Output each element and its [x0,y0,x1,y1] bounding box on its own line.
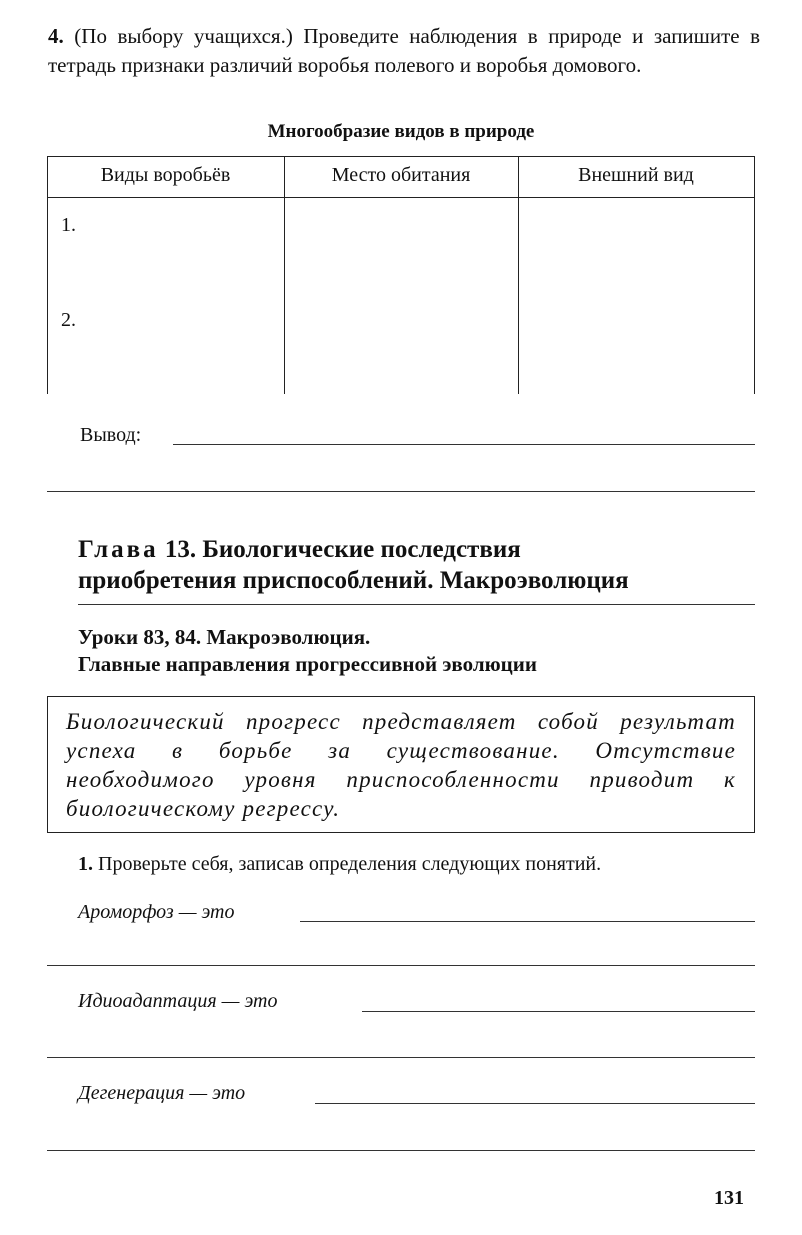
task-4-text: (По выбору учащихся.) Проведите наблюдения в природе и запишите в тетрадь признаки различий воробья полевого и воробья домового. [48,24,761,77]
term-aromorphosis: Ароморфоз — это [78,901,235,923]
table-column-divider-1 [284,156,285,394]
table-row-2-number: 2. [61,309,76,331]
term-idioadaptation: Идиоадаптация — это [78,990,278,1012]
lesson-title-line-1: Уроки 83, 84. Макроэволюция. [78,625,371,649]
definition-box [47,696,755,833]
task-1-number: 1. [78,853,93,875]
task-4-paragraph [48,22,760,80]
table-row-1-number: 1. [61,214,76,236]
table-header-habitat: Место обитания [331,164,471,186]
degeneration-answer-line-2 [47,1150,755,1151]
idioadaptation-answer-line-1 [362,1011,755,1012]
lesson-heading [78,624,537,678]
task-4-number: 4. [48,24,64,48]
task-1-text: Проверьте себя, записав определения следующих понятий. [98,853,602,875]
chapter-heading [78,534,758,596]
table-top-border [47,156,755,157]
definition-box-text: Биологический прогресс представляет собой результат успеха в борьбе за существование. Отсутствие необходимого уровня приспособленности приводит к биологическому регрессу. [66,709,736,821]
table-left-border [47,156,48,394]
chapter-underline [78,604,755,605]
page-number: 131 [714,1187,744,1209]
table-column-divider-2 [518,156,519,394]
conclusion-writing-line-1 [173,444,755,445]
table-header-divider [47,197,755,198]
task-1-paragraph [78,853,601,876]
species-table [47,156,755,394]
table-title: Многообразие видов в природе [267,121,535,142]
table-header-species: Виды воробьёв [100,164,231,186]
idioadaptation-answer-line-2 [47,1057,755,1058]
conclusion-writing-line-2 [47,491,755,492]
chapter-prefix: Глава [78,536,159,563]
aromorphosis-answer-line-1 [300,921,755,922]
term-degeneration: Дегенерация — это [78,1082,246,1104]
lesson-title-line-2: Главные направления прогрессивной эволюции [78,652,537,676]
chapter-title-line-2: приобретения приспособлений. Макроэволюция [78,567,629,594]
conclusion-label: Вывод: [80,424,142,446]
table-header-appearance: Внешний вид [578,164,694,186]
table-right-border [754,156,755,394]
degeneration-answer-line-1 [315,1103,755,1104]
aromorphosis-answer-line-2 [47,965,755,966]
chapter-title-line-1: 13. Биологические последствия [164,536,521,563]
